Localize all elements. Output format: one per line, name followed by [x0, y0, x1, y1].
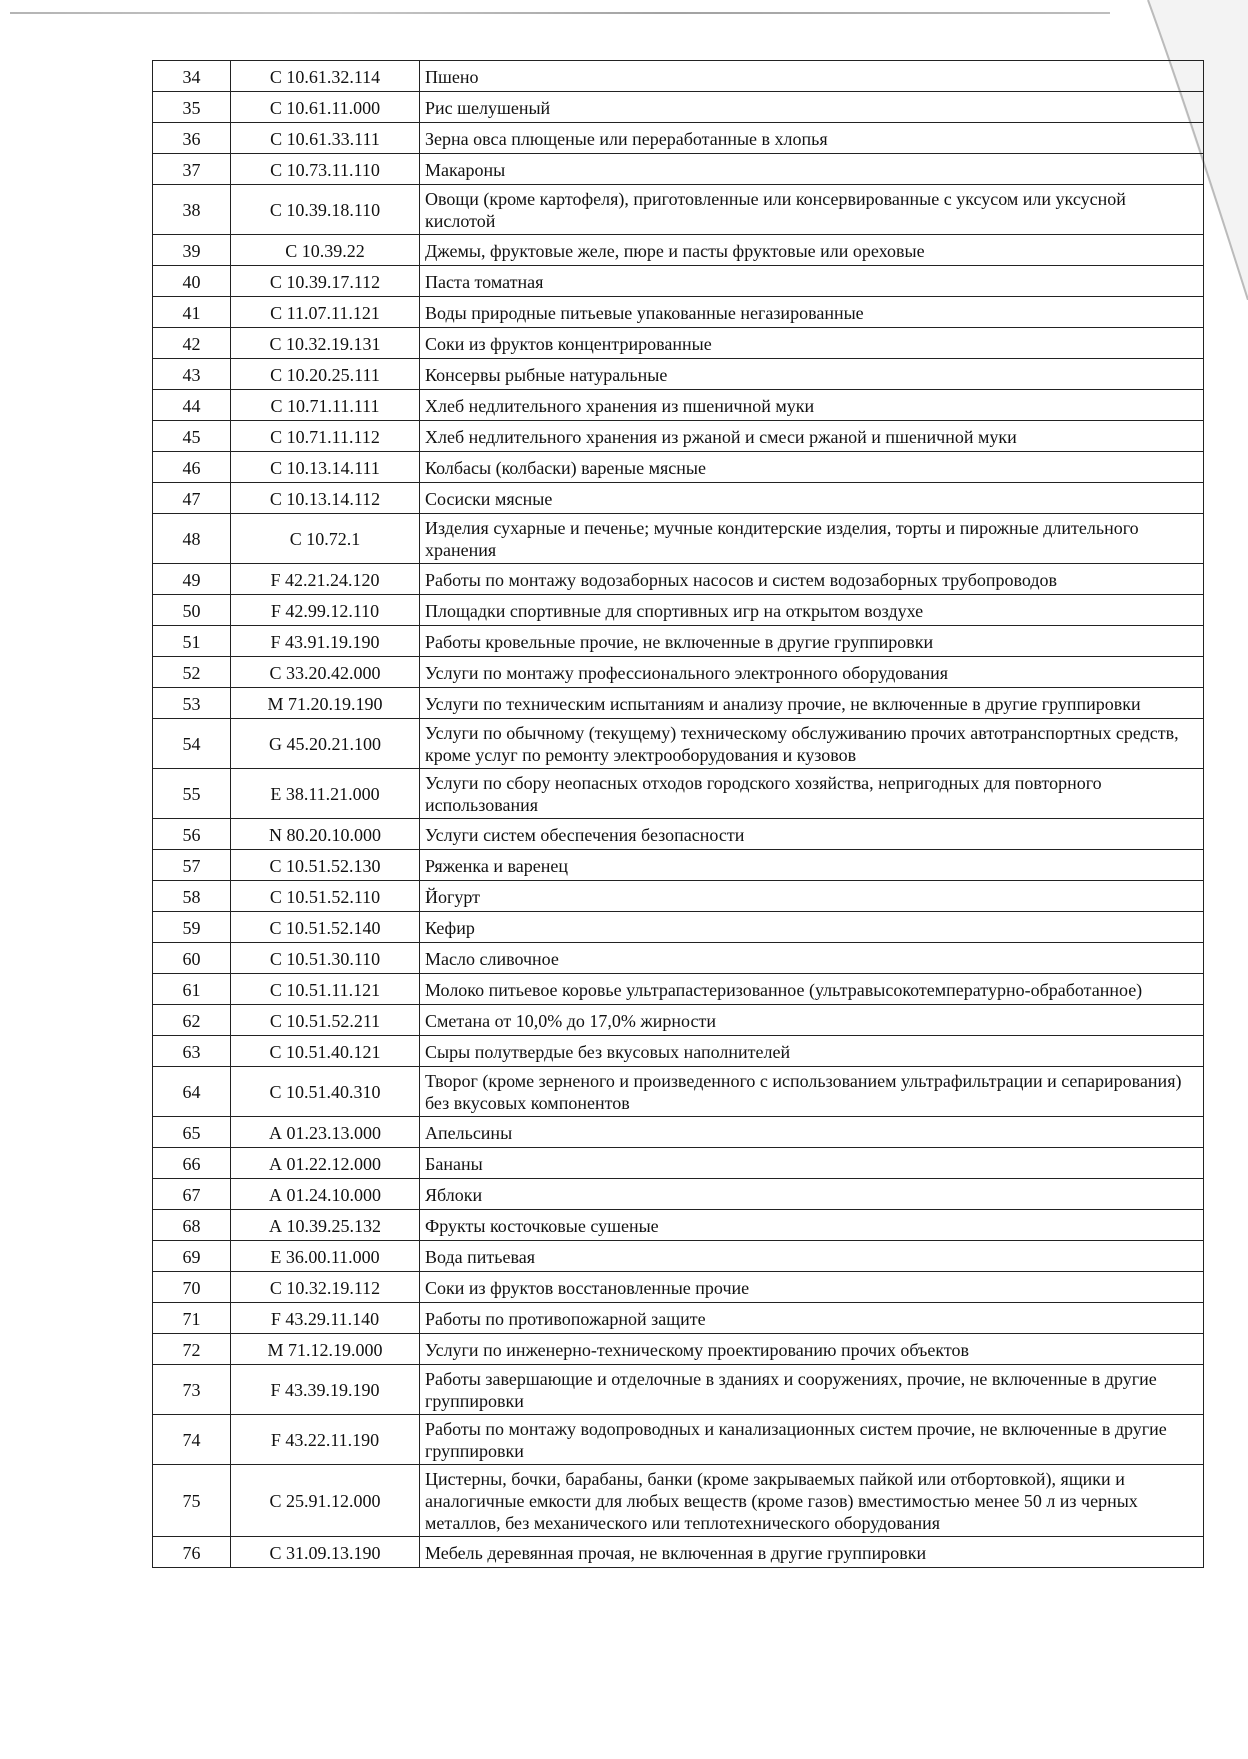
item-name-cell: Кефир: [420, 912, 1204, 943]
item-name-cell: Работы по монтажу водопроводных и канализационных систем прочие, не включенные в другие группировки: [420, 1415, 1204, 1465]
row-number-cell: 61: [153, 974, 231, 1005]
item-name-cell: Соки из фруктов концентрированные: [420, 328, 1204, 359]
row-number-cell: 70: [153, 1272, 231, 1303]
row-number-cell: 44: [153, 390, 231, 421]
table-row: [153, 1067, 1204, 1117]
item-name-cell: Цистерны, бочки, барабаны, банки (кроме закрываемых пайкой или отбортовкой), ящики и аналогичные емкости для любых веществ (кроме газов) вместимостью менее 50 л из черных металлов, без механического или теплотехнического оборудования: [420, 1465, 1204, 1537]
row-number-cell: 42: [153, 328, 231, 359]
okpd-code-cell: С 10.71.11.111: [231, 390, 420, 421]
okpd-code-cell: С 10.32.19.112: [231, 1272, 420, 1303]
item-name-cell: Паста томатная: [420, 266, 1204, 297]
row-number-cell: 58: [153, 881, 231, 912]
row-number-cell: 34: [153, 61, 231, 92]
item-name-cell: Работы по противопожарной защите: [420, 1303, 1204, 1334]
table-row: [153, 564, 1204, 595]
item-name-cell: Рис шелушеный: [420, 92, 1204, 123]
row-number-cell: 43: [153, 359, 231, 390]
item-name-cell: Площадки спортивные для спортивных игр на открытом воздухе: [420, 595, 1204, 626]
table-row: [153, 1148, 1204, 1179]
table-row: [153, 1415, 1204, 1465]
row-number-cell: 38: [153, 185, 231, 235]
item-name-cell: Мебель деревянная прочая, не включенная в другие группировки: [420, 1537, 1204, 1568]
table-row: [153, 1210, 1204, 1241]
row-number-cell: 76: [153, 1537, 231, 1568]
okpd-code-cell: А 01.22.12.000: [231, 1148, 420, 1179]
table-row: [153, 1465, 1204, 1537]
item-name-cell: Творог (кроме зерненого и произведенного с использованием ультрафильтрации и сепарирования) без вкусовых компонентов: [420, 1067, 1204, 1117]
table-row: [153, 719, 1204, 769]
okpd-code-cell: С 10.20.25.111: [231, 359, 420, 390]
okpd-code-cell: С 10.51.52.130: [231, 850, 420, 881]
okpd-code-cell: E 38.11.21.000: [231, 769, 420, 819]
item-name-cell: Услуги по сбору неопасных отходов городского хозяйства, непригодных для повторного использования: [420, 769, 1204, 819]
table-row: [153, 359, 1204, 390]
table-row: [153, 421, 1204, 452]
item-name-cell: Макароны: [420, 154, 1204, 185]
okpd-code-cell: С 10.13.14.112: [231, 483, 420, 514]
table-row: [153, 1334, 1204, 1365]
okpd-code-cell: С 10.61.11.000: [231, 92, 420, 123]
okpd-code-cell: F 43.22.11.190: [231, 1415, 420, 1465]
table-row: [153, 1179, 1204, 1210]
item-name-cell: Услуги систем обеспечения безопасности: [420, 819, 1204, 850]
item-name-cell: Фрукты косточковые сушеные: [420, 1210, 1204, 1241]
row-number-cell: 37: [153, 154, 231, 185]
row-number-cell: 36: [153, 123, 231, 154]
okpd-code-cell: С 10.51.40.310: [231, 1067, 420, 1117]
okpd-code-cell: С 10.32.19.131: [231, 328, 420, 359]
table-row: [153, 266, 1204, 297]
row-number-cell: 59: [153, 912, 231, 943]
item-name-cell: Услуги по техническим испытаниям и анализу прочие, не включенные в другие группировки: [420, 688, 1204, 719]
row-number-cell: 47: [153, 483, 231, 514]
table-row: [153, 595, 1204, 626]
okpd-code-cell: С 10.39.17.112: [231, 266, 420, 297]
table-row: [153, 154, 1204, 185]
item-name-cell: Услуги по инженерно-техническому проектированию прочих объектов: [420, 1334, 1204, 1365]
okpd-code-cell: С 10.71.11.112: [231, 421, 420, 452]
table-row: [153, 626, 1204, 657]
row-number-cell: 73: [153, 1365, 231, 1415]
table-row: [153, 1241, 1204, 1272]
table-row: [153, 881, 1204, 912]
okpd-code-cell: С 10.51.52.140: [231, 912, 420, 943]
okpd-code-cell: С 10.39.18.110: [231, 185, 420, 235]
okpd-code-cell: G 45.20.21.100: [231, 719, 420, 769]
table-row: [153, 328, 1204, 359]
row-number-cell: 52: [153, 657, 231, 688]
okpd-code-cell: С 10.51.30.110: [231, 943, 420, 974]
okpd-code-cell: С 10.61.32.114: [231, 61, 420, 92]
table-row: [153, 1365, 1204, 1415]
item-name-cell: Яблоки: [420, 1179, 1204, 1210]
table-row: [153, 657, 1204, 688]
item-name-cell: Соки из фруктов восстановленные прочие: [420, 1272, 1204, 1303]
item-name-cell: Колбасы (колбаски) вареные мясные: [420, 452, 1204, 483]
item-name-cell: Сметана от 10,0% до 17,0% жирности: [420, 1005, 1204, 1036]
item-name-cell: Пшено: [420, 61, 1204, 92]
item-name-cell: Джемы, фруктовые желе, пюре и пасты фруктовые или ореховые: [420, 235, 1204, 266]
okpd-code-cell: F 43.29.11.140: [231, 1303, 420, 1334]
row-number-cell: 41: [153, 297, 231, 328]
okpd-code-cell: С 10.73.11.110: [231, 154, 420, 185]
row-number-cell: 48: [153, 514, 231, 564]
item-name-cell: Вода питьевая: [420, 1241, 1204, 1272]
okpd-code-cell: F 43.39.19.190: [231, 1365, 420, 1415]
table-row: [153, 390, 1204, 421]
row-number-cell: 55: [153, 769, 231, 819]
okpd-code-cell: F 42.99.12.110: [231, 595, 420, 626]
table-row: [153, 912, 1204, 943]
row-number-cell: 72: [153, 1334, 231, 1365]
okpd-code-cell: А 10.39.25.132: [231, 1210, 420, 1241]
table-row: [153, 819, 1204, 850]
okpd-code-cell: С 10.51.52.110: [231, 881, 420, 912]
okpd-code-cell: M 71.20.19.190: [231, 688, 420, 719]
item-name-cell: Хлеб недлительного хранения из ржаной и смеси ржаной и пшеничной муки: [420, 421, 1204, 452]
okpd-code-cell: N 80.20.10.000: [231, 819, 420, 850]
item-name-cell: Йогурт: [420, 881, 1204, 912]
row-number-cell: 45: [153, 421, 231, 452]
table-row: [153, 1117, 1204, 1148]
table-row: [153, 943, 1204, 974]
table-row: [153, 850, 1204, 881]
row-number-cell: 49: [153, 564, 231, 595]
okpd-code-cell: С 10.39.22: [231, 235, 420, 266]
okpd-code-cell: С 10.51.52.211: [231, 1005, 420, 1036]
table-row: [153, 185, 1204, 235]
okpd-code-cell: С 33.20.42.000: [231, 657, 420, 688]
row-number-cell: 51: [153, 626, 231, 657]
table-row: [153, 769, 1204, 819]
row-number-cell: 64: [153, 1067, 231, 1117]
item-name-cell: Сыры полутвердые без вкусовых наполнителей: [420, 1036, 1204, 1067]
okpd-code-cell: E 36.00.11.000: [231, 1241, 420, 1272]
okpd-code-cell: F 42.21.24.120: [231, 564, 420, 595]
table-row: [153, 688, 1204, 719]
row-number-cell: 40: [153, 266, 231, 297]
table-row: [153, 452, 1204, 483]
okpd-code-cell: С 10.51.40.121: [231, 1036, 420, 1067]
item-name-cell: Воды природные питьевые упакованные негазированные: [420, 297, 1204, 328]
codes-table-body: [153, 61, 1204, 1568]
okpd-code-cell: F 43.91.19.190: [231, 626, 420, 657]
item-name-cell: Бананы: [420, 1148, 1204, 1179]
row-number-cell: 63: [153, 1036, 231, 1067]
okpd-code-cell: А 01.23.13.000: [231, 1117, 420, 1148]
table-row: [153, 235, 1204, 266]
row-number-cell: 46: [153, 452, 231, 483]
okpd-code-cell: С 10.61.33.111: [231, 123, 420, 154]
scan-edge-line: [10, 12, 1110, 14]
item-name-cell: Сосиски мясные: [420, 483, 1204, 514]
item-name-cell: Зерна овса плющеные или переработанные в хлопья: [420, 123, 1204, 154]
okpd-code-cell: С 10.51.11.121: [231, 974, 420, 1005]
row-number-cell: 56: [153, 819, 231, 850]
row-number-cell: 60: [153, 943, 231, 974]
item-name-cell: Работы по монтажу водозаборных насосов и систем водозаборных трубопроводов: [420, 564, 1204, 595]
row-number-cell: 69: [153, 1241, 231, 1272]
okpd-code-cell: С 10.72.1: [231, 514, 420, 564]
okpd-code-cell: M 71.12.19.000: [231, 1334, 420, 1365]
item-name-cell: Изделия сухарные и печенье; мучные кондитерские изделия, торты и пирожные длительного хранения: [420, 514, 1204, 564]
row-number-cell: 66: [153, 1148, 231, 1179]
okpd-code-cell: С 11.07.11.121: [231, 297, 420, 328]
table-row: [153, 1036, 1204, 1067]
table-row: [153, 483, 1204, 514]
table-row: [153, 123, 1204, 154]
item-name-cell: Услуги по обычному (текущему) техническому обслуживанию прочих автотранспортных средств, кроме услуг по ремонту электрооборудования и кузовов: [420, 719, 1204, 769]
item-name-cell: Хлеб недлительного хранения из пшеничной муки: [420, 390, 1204, 421]
table-row: [153, 1303, 1204, 1334]
table-row: [153, 1005, 1204, 1036]
okpd-code-cell: А 01.24.10.000: [231, 1179, 420, 1210]
table-row: [153, 297, 1204, 328]
row-number-cell: 62: [153, 1005, 231, 1036]
row-number-cell: 75: [153, 1465, 231, 1537]
row-number-cell: 74: [153, 1415, 231, 1465]
codes-table: [152, 60, 1204, 1568]
okpd-code-cell: С 25.91.12.000: [231, 1465, 420, 1537]
item-name-cell: Консервы рыбные натуральные: [420, 359, 1204, 390]
okpd-code-cell: С 31.09.13.190: [231, 1537, 420, 1568]
table-row: [153, 974, 1204, 1005]
row-number-cell: 35: [153, 92, 231, 123]
item-name-cell: Апельсины: [420, 1117, 1204, 1148]
table-row: [153, 92, 1204, 123]
row-number-cell: 50: [153, 595, 231, 626]
item-name-cell: Работы завершающие и отделочные в зданиях и сооружениях, прочие, не включенные в другие группировки: [420, 1365, 1204, 1415]
item-name-cell: Услуги по монтажу профессионального электронного оборудования: [420, 657, 1204, 688]
table-row: [153, 1272, 1204, 1303]
row-number-cell: 39: [153, 235, 231, 266]
table-row: [153, 1537, 1204, 1568]
row-number-cell: 71: [153, 1303, 231, 1334]
row-number-cell: 67: [153, 1179, 231, 1210]
item-name-cell: Работы кровельные прочие, не включенные в другие группировки: [420, 626, 1204, 657]
row-number-cell: 54: [153, 719, 231, 769]
item-name-cell: Ряженка и варенец: [420, 850, 1204, 881]
row-number-cell: 57: [153, 850, 231, 881]
okpd-code-cell: С 10.13.14.111: [231, 452, 420, 483]
row-number-cell: 65: [153, 1117, 231, 1148]
row-number-cell: 53: [153, 688, 231, 719]
table-row: [153, 514, 1204, 564]
item-name-cell: Молоко питьевое коровье ультрапастеризованное (ультравысокотемпературно-обработанное): [420, 974, 1204, 1005]
item-name-cell: Овощи (кроме картофеля), приготовленные или консервированные с уксусом или уксусной кислотой: [420, 185, 1204, 235]
table-row: [153, 61, 1204, 92]
item-name-cell: Масло сливочное: [420, 943, 1204, 974]
row-number-cell: 68: [153, 1210, 231, 1241]
